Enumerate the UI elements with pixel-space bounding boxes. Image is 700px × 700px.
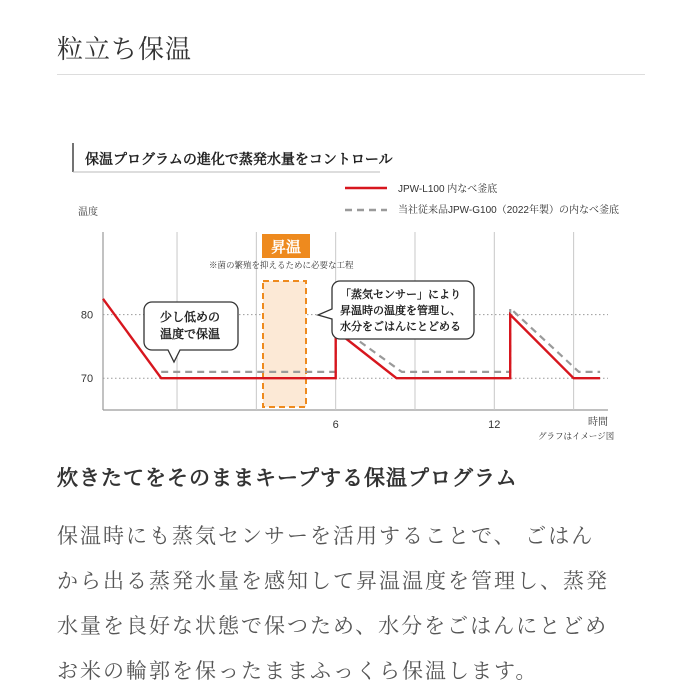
sensor-callout-line-1: 「蒸気センサー」により <box>340 289 461 301</box>
x-tick-label: 12 <box>488 419 501 431</box>
body-line: 水量を良好な状態で保つため、水分をごはんにとどめ <box>57 614 609 638</box>
heat-up-note: ※菌の繁殖を抑えるために必要な工程 <box>209 260 354 270</box>
x-tick-label: 6 <box>332 419 339 431</box>
section-subtitle: 炊きたてをそのままキープする保温プログラム <box>57 466 518 490</box>
legend-label-dashed: 当社従来品JPW-G100（2022年製）の内なべ釜底 <box>398 205 619 216</box>
chart-note: グラフはイメージ図 <box>538 431 615 441</box>
y-tick-label: 80 <box>80 309 94 322</box>
sensor-callout-line-2: 昇温時の温度を管理し、 <box>340 305 461 317</box>
low-temp-callout-line-2: 温度で保温 <box>159 327 221 341</box>
y-tick-label: 70 <box>80 373 94 386</box>
legend-label-solid: JPW-L100 内なべ釜底 <box>398 184 498 195</box>
page-title: 粒立ち保温 <box>57 35 193 66</box>
sensor-callout-line-3: 水分をごはんにとどめる <box>340 321 461 333</box>
body-line: お米の輪郭を保ったままふっくら保温します。 <box>57 659 539 683</box>
y-axis-label: 温度 <box>78 207 98 218</box>
chart-title: 保温プログラムの進化で蒸発水量をコントロール <box>85 151 393 167</box>
low-temp-callout-line-1: 少し低めの <box>159 310 221 324</box>
heat-up-region <box>263 281 306 407</box>
body-text <box>57 514 647 694</box>
heat-up-label: 昇温 <box>270 239 302 256</box>
body-line: 保温時にも蒸気センサーを活用することで、 ごはん <box>57 524 595 548</box>
body-line: から出る蒸発水量を感知して昇温温度を管理し、蒸発 <box>57 569 609 593</box>
x-axis-label: 時間 <box>588 417 608 428</box>
